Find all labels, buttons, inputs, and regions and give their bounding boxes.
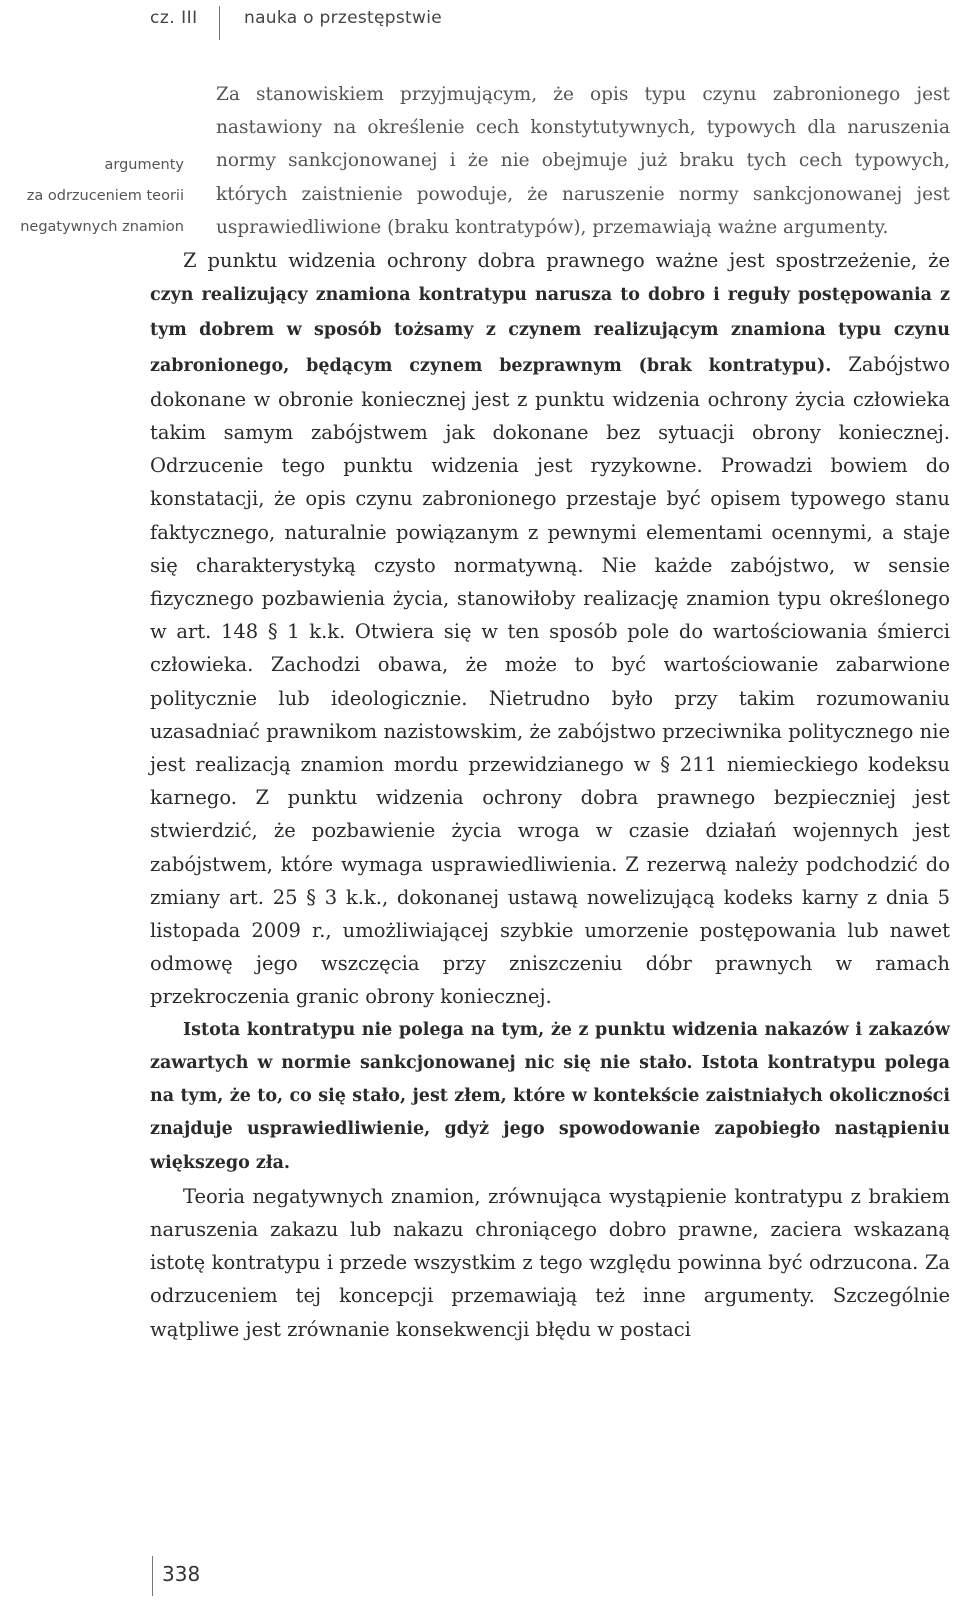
- paragraph-2: [150, 244, 950, 1014]
- paragraph-2-rest: Zabójstwo dokonane w obronie koniecznej jest z punktu widzenia ochrony życia człowieka takim samym zabójstwem jak dokonane bez sytuacji obrony koniecznej. Odrzucenie tego punktu widzenia jest ryzykowne. Prowadzi bowiem do konstatacji, że opis czynu zabronionego przestaje być opisem typowego stanu faktycznego, naturalnie powiązanym z pewnymi elementami ocennymi, a staje się charakterystyką czysto normatywną. Nie każde zabójstwo, w sensie fizycznego pozbawienia życia, stanowiłoby realizację znamion typu określonego w art. 148 § 1 k.k. Otwiera się w ten sposób pole do wartościowania śmierci człowieka. Zachodzi obawa, że może to być wartościowanie zabarwione politycznie lub ideologicznie. Nietrudno było przy takim rozumowaniu uzasadniać prawnikom nazistowskim, że zabójstwo przeciwnika politycznego nie jest realizacją znamion mordu przewidzianego w § 211 niemieckiego kodeksu karnego. Z punktu widzenia ochrony dobra prawnego bezpieczniej jest stwierdzić, że pozbawienie życia wroga w czasie działań wojennych jest zabójstwem, które wymaga usprawiedliwienia. Z rezerwą należy podchodzić do zmiany art. 25 § 3 k.k., dokonanej ustawą nowelizującą kodeks karny z dnia 5 listopada 2009 r., umożliwiającej szybkie umorzenie postępowania lub nawet odmowę jego wszczęcia przy zniszczeniu dóbr prawnych w ramach przekroczenia granic obrony koniecznej.: [150, 352, 951, 1009]
- chapter-label: cz. III: [150, 8, 198, 28]
- margin-note-line: argumenty: [104, 157, 184, 173]
- page-header: [0, 6, 960, 46]
- page-footer: [0, 1556, 960, 1606]
- margin-note-line: za odrzuceniem teorii: [26, 188, 184, 204]
- running-title: nauka o przestępstwie: [244, 8, 442, 28]
- footer-divider: [152, 1556, 153, 1596]
- page-number: 338: [162, 1562, 201, 1586]
- main-text: [150, 78, 950, 1346]
- paragraph-1: Za stanowiskiem przyjmującym, że opis typu czynu zabronionego jest nastawiony na określenie cech konstytutywnych, typowych dla naruszenia normy sankcjonowanej i że nie obejmuje już braku tych cech typowych, których zaistnienie powoduje, że naruszenie normy sankcjonowanej jest usprawiedliwione (braku kontratypów), przemawiają ważne argumenty.: [216, 84, 950, 238]
- paragraph-2-start: Z punktu widzenia ochrony dobra prawnego ważne jest spostrzeżenie, że: [183, 249, 950, 273]
- header-divider: [219, 6, 220, 40]
- paragraph-3-emphasis: Istota kontratypu nie polega na tym, że z punktu widzenia nakazów i zakazów zawartych w normie sankcjonowanej nic się nie stało. Istota kontratypu polega na tym, że to, co się stało, jest złem, które w kontekście zaistniałych okoliczności znajduje usprawiedliwienie, gdyż jego spowodowanie zapobiegło nastąpieniu większego zła.: [150, 1019, 950, 1173]
- paragraph-4: Teoria negatywnych znamion, zrównująca wystąpienie kontratypu z brakiem naruszenia zakazu lub nakazu chroniącego dobro prawne, zaciera wskazaną istotę kontratypu i przede wszystkim z tego względu powinna być odrzucona. Za odrzuceniem tej koncepcji przemawiają też inne argumenty. Szczególnie wątpliwe jest zrównanie konsekwencji błędu w postaci: [150, 1184, 950, 1341]
- margin-note-line: negatywnych znamion: [20, 219, 184, 235]
- paragraph-2-emphasis: czyn realizujący znamiona kontratypu narusza to dobro i reguły postępowania z tym dobrem w sposób tożsamy z czynem realizującym znamiona typu czynu zabronionego, będącym czynem bezprawnym (brak kontratypu).: [150, 285, 950, 376]
